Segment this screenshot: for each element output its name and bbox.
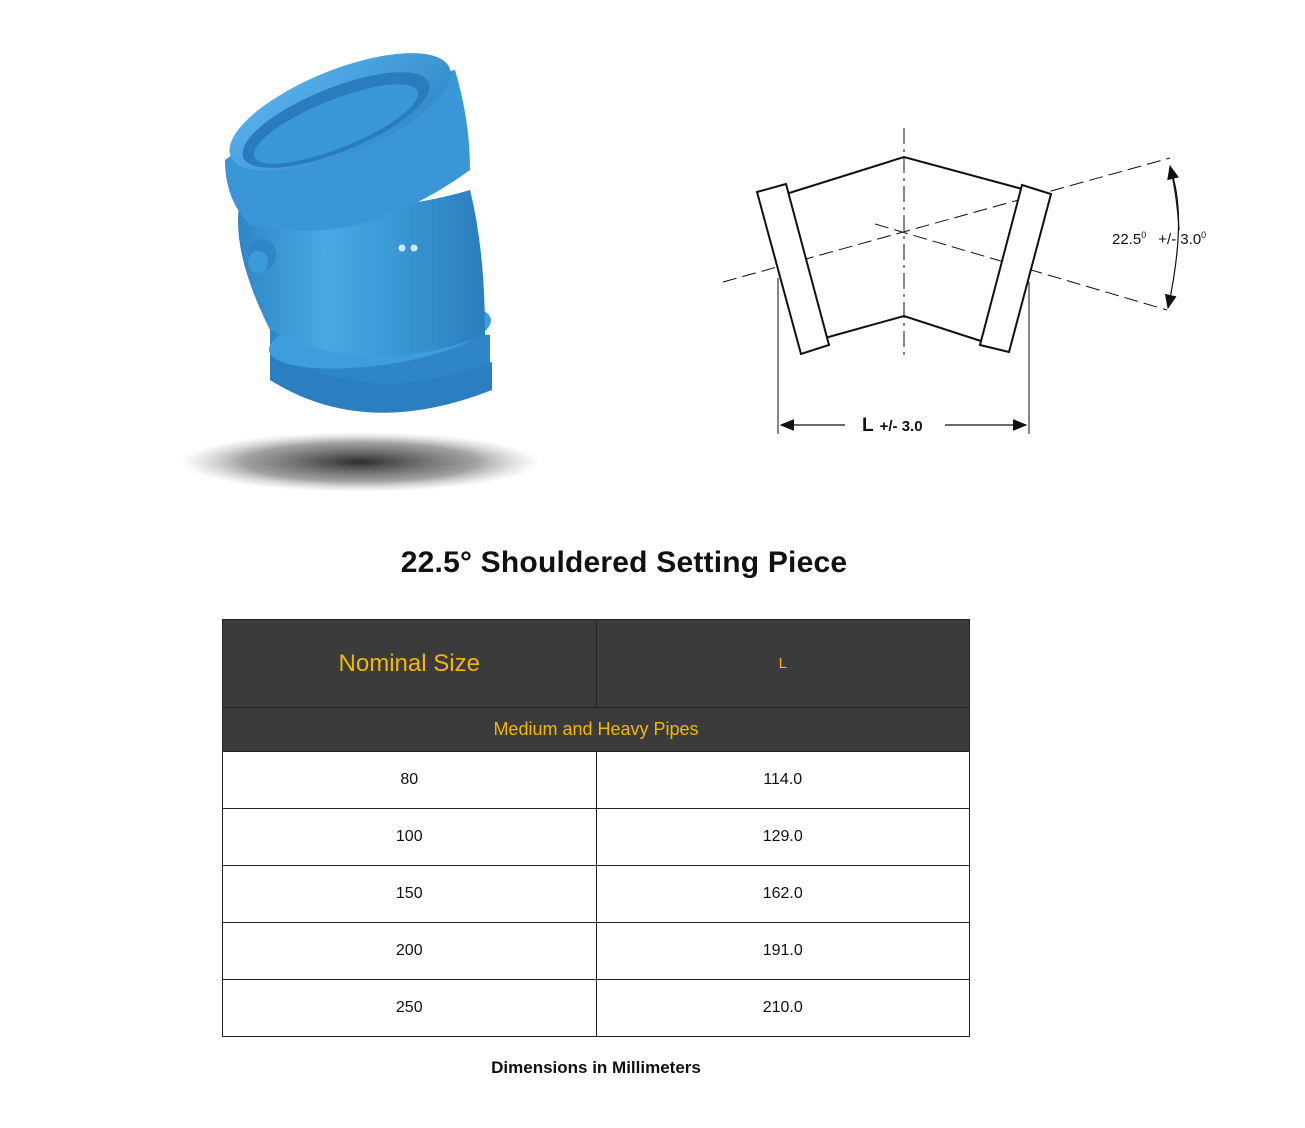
table-row: [223, 866, 970, 923]
header-nominal-size: Nominal Size: [223, 620, 597, 708]
table-group-row: [223, 708, 970, 752]
units-footnote: Dimensions in Millimeters: [491, 1058, 701, 1077]
cell-size: 100: [223, 809, 597, 866]
table-row: [223, 752, 970, 809]
fitting-photo: [170, 50, 560, 500]
cell-l: 129.0: [596, 809, 970, 866]
cell-l: 114.0: [596, 752, 970, 809]
angle-label: $22.5^0$ +/- $3.0^0$: [1112, 230, 1207, 248]
dimensions-table: [222, 619, 970, 1037]
cell-size: 150: [223, 866, 597, 923]
cell-l: 210.0: [596, 980, 970, 1037]
table-row: [223, 980, 970, 1037]
cell-size: 250: [223, 980, 597, 1037]
cell-size: 200: [223, 923, 597, 980]
dimension-drawing: [715, 120, 1235, 450]
cell-size: 80: [223, 752, 597, 809]
table-row: [223, 809, 970, 866]
header-l: L: [596, 620, 970, 708]
length-label: L +/- 3.0: [862, 415, 923, 436]
page-title: 22.5° Shouldered Setting Piece: [400, 546, 848, 579]
floor-shadow: [180, 432, 540, 492]
table-row: [223, 923, 970, 980]
cell-l: 162.0: [596, 866, 970, 923]
cell-l: 191.0: [596, 923, 970, 980]
table-header-row: [223, 620, 970, 708]
group-label: Medium and Heavy Pipes: [223, 708, 970, 752]
